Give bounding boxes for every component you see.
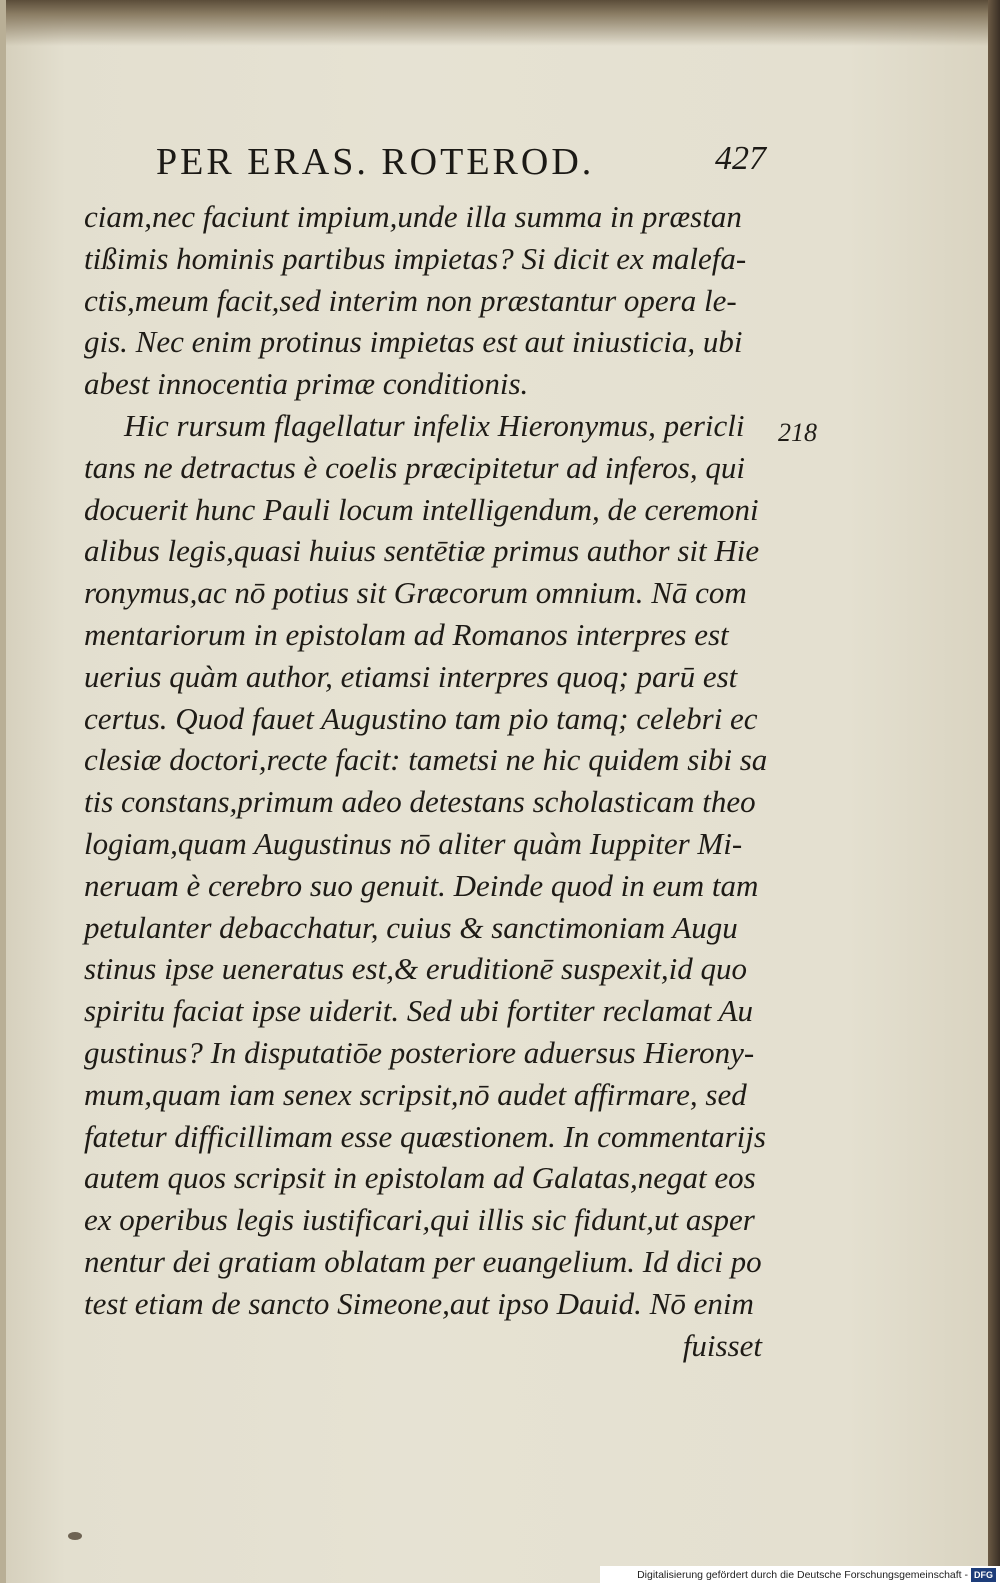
text-line: ronymus,ac nō potius sit Græcorum omnium. Nā com (84, 575, 747, 611)
text-line: uerius quàm author, etiamsi interpres quoq; parū est (84, 658, 738, 694)
text-line: gustinus? In disputatiōe posteriore aduersus Hierony- (84, 1034, 755, 1070)
page-header (156, 140, 766, 190)
text-line: nentur dei gratiam oblatam per euangelium. Id dici po (84, 1243, 762, 1279)
text-line: ciam,nec faciunt impium,unde illa summa in præstan (84, 199, 742, 234)
text-line: fatetur difficillimam esse quæstionem. In commentarijs (84, 1118, 766, 1154)
text-line: abest innocentia primæ conditionis. (84, 366, 529, 402)
text-line: petulanter debacchatur, cuius & sanctimoniam Augu (84, 909, 738, 945)
text-line: tißimis hominis partibus impietas? Si dicit ex malefa- (84, 240, 747, 276)
body-text (84, 196, 774, 1366)
marginal-note: 218 (778, 418, 817, 447)
text-line: spiritu faciat ipse uiderit. Sed ubi fortiter reclamat Au (84, 993, 754, 1029)
running-head: PER ERAS. ROTEROD. (156, 141, 595, 183)
text-line: logiam,quam Augustinus nō aliter quàm Iuppiter Mi- (84, 825, 743, 861)
text-line: gis. Nec enim protinus impietas est aut iniusticia, ubi (84, 324, 743, 360)
text-line: tans ne detractus è coelis præcipitetur ad inferos, qui (84, 449, 745, 485)
text-line: neruam è cerebro suo genuit. Deinde quod in eum tam (84, 867, 759, 903)
text-line: Hic rursum flagellatur infelix Hieronymus, pericli (124, 407, 745, 443)
text-line: test etiam de sancto Simeone,aut ipso Dauid. Nō enim (84, 1285, 754, 1321)
text-line: clesiæ doctori,recte facit: tametsi ne hic quidem sibi sa (84, 742, 768, 778)
dfg-logo-icon: DFG (971, 1568, 996, 1582)
text-line: docuerit hunc Pauli locum intelligendum, de ceremoni (84, 491, 759, 527)
text-line: mum,quam iam senex scripsit,nō audet affirmare, sed (84, 1076, 747, 1112)
catchword: fuisset (682, 1327, 762, 1363)
page-number: 427 (715, 140, 766, 177)
text-line: ex operibus legis iustificari,qui illis sic fidunt,ut asper (84, 1202, 755, 1238)
digitization-footer (600, 1566, 1000, 1583)
text-line: certus. Quod fauet Augustino tam pio tamq; celebri ec (84, 700, 758, 736)
text-line: stinus ipse ueneratus est,& eruditionē suspexit,id quo (84, 951, 748, 987)
footer-credit: Digitalisierung gefördert durch die Deutsche Forschungsgemeinschaft - (637, 1568, 968, 1581)
paper-speck (68, 1532, 82, 1540)
text-line: mentariorum in epistolam ad Romanos interpres est (84, 616, 729, 652)
text-line: tis constans,primum adeo detestans scholasticam theo (84, 784, 756, 820)
book-edge (988, 0, 1000, 1583)
text-line: alibus legis,quasi huius sentētiæ primus author sit Hie (84, 533, 760, 569)
text-line: autem quos scripsit in epistolam ad Galatas,negat eos (84, 1160, 756, 1196)
page-top-shadow (6, 0, 994, 46)
text-line: ctis,meum facit,sed interim non præstantur opera le- (84, 282, 737, 318)
